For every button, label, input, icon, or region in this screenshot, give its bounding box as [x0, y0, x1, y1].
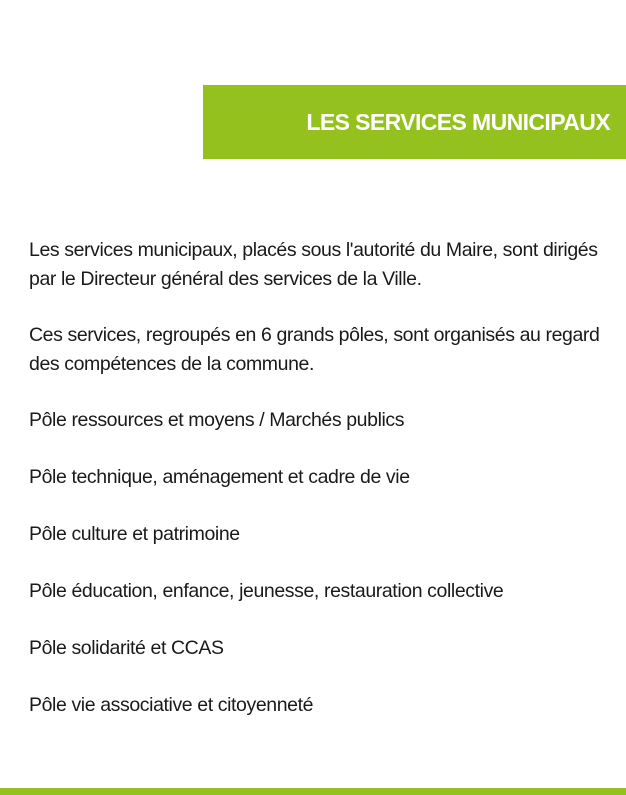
intro-paragraph-1: Les services municipaux, placés sous l'autorité du Maire, sont dirigés par le Directeur général des services de la Ville. — [29, 239, 598, 290]
pole-item-technique: Pôle technique, aménagement et cadre de vie — [29, 466, 410, 488]
title-banner — [203, 85, 626, 159]
poles-list — [29, 406, 609, 720]
intro-paragraph-2: Ces services, regroupés en 6 grands pôles, sont organisés au regard des compétences de la commune. — [29, 324, 600, 375]
main-content — [29, 236, 609, 748]
pole-item-vie-associative: Pôle vie associative et citoyenneté — [29, 694, 314, 716]
bottom-accent-bar — [0, 788, 626, 795]
pole-item-culture: Pôle culture et patrimoine — [29, 523, 240, 545]
page-title: LES SERVICES MUNICIPAUX — [306, 108, 610, 135]
pole-item-ressources: Pôle ressources et moyens / Marchés publics — [29, 409, 405, 431]
pole-item-education: Pôle éducation, enfance, jeunesse, restauration collective — [29, 580, 504, 602]
pole-item-solidarite: Pôle solidarité et CCAS — [29, 637, 224, 659]
